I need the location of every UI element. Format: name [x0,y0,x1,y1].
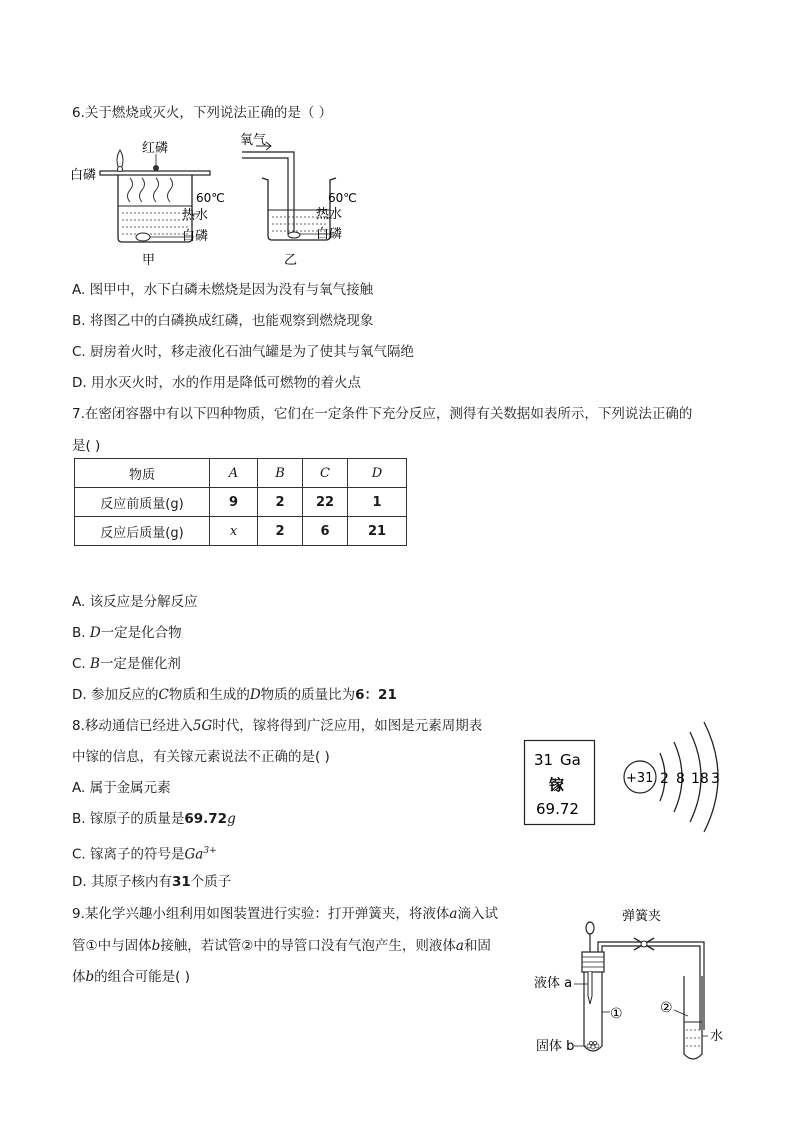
q6-option-a: A. 图甲中，水下白磷未燃烧是因为没有与氧气接触 [72,282,374,298]
q6-figure-jia [70,134,230,274]
label-red-p: 红磷 [142,141,169,156]
q8-option-b: B. 镓原子的质量是69.72g [72,811,236,827]
shell-2: 8 [676,771,685,787]
table-cell: 1 [348,488,407,517]
q7-option-a: A. 该反应是分解反应 [72,594,198,610]
shell-4: 3 [711,771,720,787]
label-temp: 60℃ [196,191,225,205]
q8-stem-line2: 中镓的信息，有关镓元素说法不正确的是( ) [72,749,330,765]
shell-3: 18 [691,771,709,787]
header-cell: C [303,459,348,488]
q9-stem-line2: 管①中与固体b接触，若试管②中的导管口没有气泡产生，则液体a和固 [72,938,491,954]
header-cell: D [348,459,407,488]
label-solid-b: 固体 b [536,1039,575,1054]
caption-jia: 甲 [142,253,156,268]
q7-stem-line1: 7.在密闭容器中有以下四种物质，它们在一定条件下充分反应，测得有关数据如表所示，下列说法正确的 [72,406,693,422]
table-row [75,517,407,546]
q7-option-b: B. D一定是化合物 [72,625,182,641]
q7-option-c: C. B一定是催化剂 [72,656,181,672]
table-cell: 反应前质量(g) [75,488,210,517]
table-cell: 2 [258,517,303,546]
label-white-p-yi: 白磷 [316,227,343,242]
table-cell: 反应后质量(g) [75,517,210,546]
table-cell: 2 [258,488,303,517]
element-number: 31 [534,751,554,769]
label-oxygen: 氧气 [240,133,267,148]
label-tube1: ① [610,1006,623,1022]
q8-option-d: D. 其原子核内有31个质子 [72,874,232,890]
label-tube2: ② [660,1000,673,1016]
label-temp-yi: 60℃ [328,191,357,205]
q7-stem-line2: 是( ) [72,438,101,454]
q7-option-d: D. 参加反应的C物质和生成的D物质的质量比为6：21 [72,687,397,703]
q6-figure-yi [238,130,378,275]
label-hot-water-yi: 热水 [316,207,343,222]
label-liquid-a: 液体 a [534,976,573,991]
table-cell: 6 [303,517,348,546]
label-white-p-top: 白磷 [70,168,97,183]
table-row [75,488,407,517]
label-white-p: 白磷 [182,229,209,244]
q6-option-c: C. 厨房着火时，移走液化石油气罐是为了使其与氧气隔绝 [72,344,415,360]
q6-option-d: D. 用水灭火时，水的作用是降低可燃物的着火点 [72,375,361,391]
header-cell: B [258,459,303,488]
element-mass: 69.72 [536,800,579,818]
q7-data-table [74,458,407,546]
q6-option-b: B. 将图乙中的白磷换成红磷，也能观察到燃烧现象 [72,313,374,329]
q8-element-cell [524,740,596,826]
q6-stem: 6.关于燃烧或灭火，下列说法正确的是（ ） [72,105,333,121]
caption-yi: 乙 [284,253,298,268]
header-cell: 物质 [75,459,210,488]
table-cell: x [210,517,258,546]
shell-1: 2 [660,771,669,787]
table-cell: 22 [303,488,348,517]
table-cell: 9 [210,488,258,517]
nucleus-charge: +31 [626,771,654,786]
q9-apparatus [534,900,734,1060]
label-water: 水 [710,1029,724,1044]
table-header-row [75,459,407,488]
q9-stem-line1: 9.某化学兴趣小组利用如图装置进行实验：打开弹簧夹，将液体a滴入试 [72,906,498,922]
element-name: 镓 [549,776,565,794]
q8-option-c: C. 镓离子的符号是$Ga^{3+}$ [72,846,217,863]
element-symbol: Ga [560,751,581,769]
label-clamp: 弹簧夹 [622,909,662,924]
header-cell: A [210,459,258,488]
q8-option-a: A. 属于金属元素 [72,780,171,796]
q9-stem-line3: 体b的组合可能是( ) [72,969,190,985]
label-hot-water: 热水 [182,208,209,223]
q8-stem-line1: 8.移动通信已经进入5G时代，镓将得到广泛应用，如图是元素周期表 [72,718,483,734]
table-cell: 21 [348,517,407,546]
q8-atom-structure [620,720,730,832]
